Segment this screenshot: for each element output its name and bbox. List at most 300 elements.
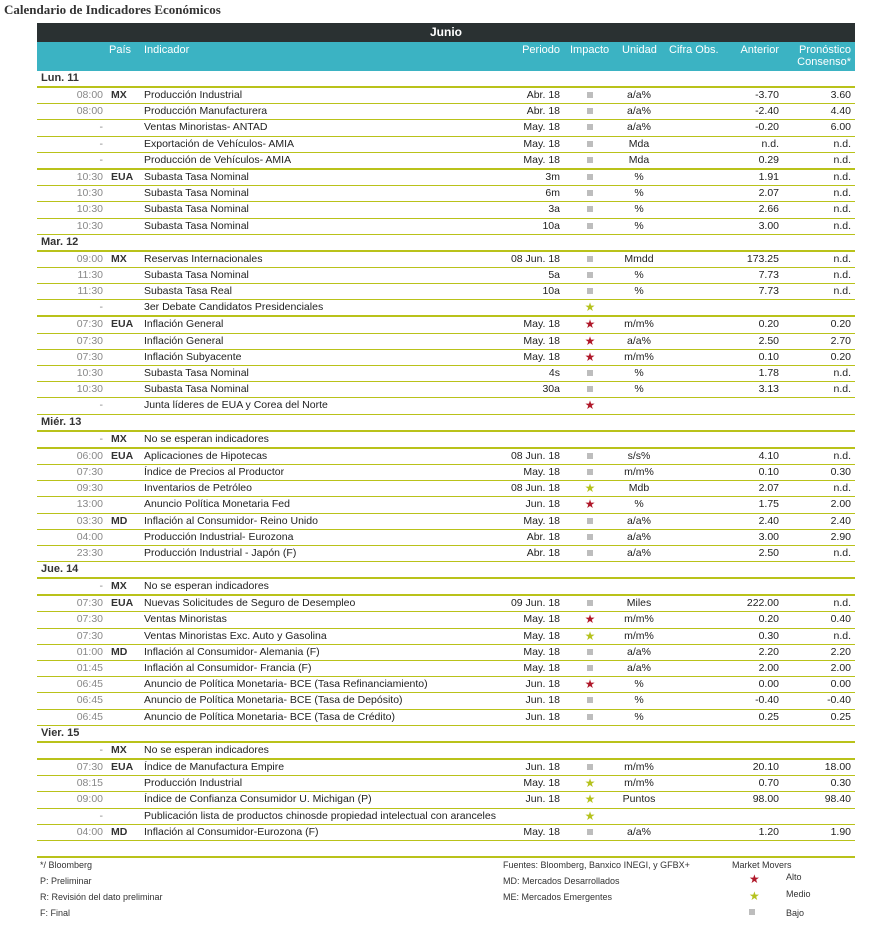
cell-unit: %: [634, 694, 644, 707]
cell-period: May. 18: [523, 137, 560, 150]
cell-anterior: 1.78: [758, 367, 779, 379]
star-icon: ★: [749, 872, 760, 886]
cell-period: 30a: [542, 383, 560, 396]
cell-impacto: [575, 382, 605, 397]
day-header: Jue. 14: [37, 562, 855, 579]
table-row: [37, 252, 855, 268]
cell-period: 3m: [545, 170, 560, 183]
square-icon: [587, 141, 593, 147]
cell-unit: m/m%: [624, 318, 654, 331]
cell-anterior: 0.29: [758, 153, 779, 166]
cell-pronostico: 18.00: [824, 760, 851, 773]
cell-unit: %: [634, 187, 644, 200]
cell-impacto: [575, 677, 605, 693]
cell-pronostico: 2.70: [830, 334, 851, 347]
table-row: [37, 465, 855, 481]
cell-unit: a/a%: [627, 825, 651, 838]
cell-unit: Mdb: [628, 482, 650, 495]
cell-time: 03:30: [76, 514, 103, 527]
cell-period: May. 18: [523, 645, 560, 658]
table-row: [37, 612, 855, 628]
cell-pronostico: n.d.: [833, 383, 851, 396]
square-icon: [587, 256, 593, 262]
table-row: [37, 776, 855, 792]
calendar-table: [37, 71, 855, 841]
square-icon: [587, 190, 593, 196]
table-row: [37, 202, 855, 218]
cell-unit: %: [634, 219, 644, 232]
cell-pronostico: 2.00: [830, 498, 851, 511]
cell-anterior: 2.50: [758, 334, 779, 347]
cell-indicator: Anuncio Política Monetaria Fed: [144, 498, 290, 511]
cell-impacto: [575, 153, 605, 168]
cell-period: Abr. 18: [526, 105, 560, 118]
cell-anterior: 98.00: [752, 793, 779, 806]
cell-anterior: 4.10: [758, 449, 779, 462]
legend-low: [749, 906, 805, 918]
square-icon: [587, 665, 593, 671]
cell-impacto: [575, 317, 605, 333]
cell-anterior: 20.10: [752, 760, 779, 773]
cell-anterior: 3.00: [758, 530, 779, 543]
square-icon: [587, 157, 593, 163]
square-icon: [749, 909, 755, 915]
cell-indicator: Anuncio de Política Monetaria- BCE (Tasa de Depósito): [144, 694, 403, 707]
square-icon: [587, 534, 593, 540]
cell-time: -: [99, 301, 103, 314]
cell-pronostico: 0.25: [830, 710, 851, 723]
cell-indicator: Nuevas Solicitudes de Seguro de Desempleo: [144, 597, 356, 610]
star-icon: ★: [584, 497, 596, 512]
star-icon: ★: [584, 677, 596, 692]
cell-time: 07:30: [76, 334, 103, 347]
square-icon: [587, 92, 593, 98]
square-icon: [587, 288, 593, 294]
cell-country: MD: [111, 825, 128, 838]
cell-pronostico: n.d.: [833, 170, 851, 183]
cell-country: EUA: [111, 760, 134, 773]
table-row: [37, 629, 855, 645]
table-row: [37, 300, 855, 317]
table-row: [37, 481, 855, 497]
table-row: [37, 366, 855, 382]
cell-anterior: 7.73: [758, 285, 779, 298]
market-movers-title: Market Movers: [732, 860, 792, 870]
cell-impacto: [575, 497, 605, 513]
cell-impacto: [575, 449, 605, 464]
cell-impacto: [575, 710, 605, 725]
cell-indicator: Inflación al Consumidor- Francia (F): [144, 662, 312, 674]
cell-time: 11:30: [77, 285, 103, 298]
cell-anterior: 2.40: [758, 514, 779, 527]
note-md: MD: Mercados Desarrollados: [503, 876, 620, 886]
cell-time: 08:15: [76, 777, 103, 790]
cell-time: 07:30: [76, 318, 103, 331]
cell-unit: a/a%: [627, 121, 651, 134]
col-impacto: Impacto: [570, 44, 610, 56]
cell-impacto: [575, 202, 605, 217]
table-row: [37, 645, 855, 661]
cell-anterior: 2.07: [758, 187, 779, 200]
legend-label: Medio: [786, 889, 811, 899]
star-icon: ★: [584, 628, 596, 643]
square-icon: [587, 518, 593, 524]
cell-anterior: -2.40: [755, 105, 779, 118]
cell-period: Jun. 18: [525, 498, 560, 511]
cell-unit: a/a%: [627, 662, 651, 674]
cell-period: May. 18: [523, 825, 560, 838]
cell-unit: a/a%: [627, 89, 651, 101]
cell-indicator: Inflación General: [144, 318, 224, 331]
page-title: Calendario de Indicadores Económicos: [4, 2, 221, 17]
cell-period: Jun. 18: [525, 678, 560, 691]
star-icon: ★: [584, 808, 596, 823]
cell-period: 10a: [542, 219, 560, 232]
cell-pronostico: n.d.: [833, 546, 851, 559]
cell-anterior: 2.20: [758, 645, 779, 658]
cell-period: 3a: [548, 203, 560, 216]
cell-unit: a/a%: [627, 546, 651, 559]
table-row: [37, 825, 855, 841]
table-row: [37, 398, 855, 414]
cell-pronostico: 0.40: [830, 613, 851, 626]
cell-indicator: Subasta Tasa Real: [144, 285, 232, 298]
cell-time: 09:30: [76, 482, 103, 495]
cell-impacto: [575, 645, 605, 660]
cell-indicator: Anuncio de Política Monetaria- BCE (Tasa Refinanciamiento): [144, 678, 428, 691]
cell-impacto: [575, 104, 605, 119]
cell-unit: a/a%: [627, 530, 651, 543]
cell-impacto: [575, 809, 605, 825]
cell-unit: %: [634, 203, 644, 216]
table-row: [37, 693, 855, 709]
cell-country: EUA: [111, 449, 134, 462]
cell-period: Abr. 18: [526, 89, 560, 101]
cell-period: May. 18: [523, 350, 560, 363]
cell-period: Abr. 18: [526, 530, 560, 543]
cell-pronostico: n.d.: [833, 219, 851, 232]
cell-indicator: Subasta Tasa Nominal: [144, 170, 249, 183]
cell-indicator: Producción Manufacturera: [144, 105, 268, 118]
cell-indicator: No se esperan indicadores: [144, 743, 269, 756]
cell-period: May. 18: [523, 629, 560, 642]
note-me: ME: Mercados Emergentes: [503, 892, 613, 902]
cell-time: 07:30: [76, 760, 103, 773]
table-row: [37, 104, 855, 120]
cell-period: May. 18: [523, 514, 560, 527]
cell-period: Jun. 18: [525, 793, 560, 806]
cell-period: Jun. 18: [525, 710, 560, 723]
cell-indicator: Subasta Tasa Nominal: [144, 367, 249, 379]
cell-anterior: 1.91: [758, 170, 779, 183]
cell-time: -: [99, 580, 103, 593]
cell-time: 11:30: [77, 268, 103, 281]
cell-pronostico: n.d.: [833, 137, 851, 150]
cell-impacto: [575, 252, 605, 267]
footer-rule: [37, 856, 855, 858]
cell-impacto: [575, 186, 605, 201]
cell-anterior: 2.07: [758, 482, 779, 495]
table-row: [37, 809, 855, 825]
cell-period: May. 18: [523, 153, 560, 166]
cell-indicator: Subasta Tasa Nominal: [144, 187, 249, 200]
cell-pronostico: 98.40: [824, 793, 851, 806]
table-row: [37, 710, 855, 726]
cell-indicator: Junta líderes de EUA y Corea del Norte: [144, 399, 328, 412]
day-header: Miér. 13: [37, 415, 855, 432]
cell-unit: %: [634, 678, 644, 691]
table-row: [37, 661, 855, 677]
table-row: [37, 284, 855, 300]
cell-pronostico: 6.00: [830, 121, 851, 134]
cell-period: May. 18: [523, 465, 560, 478]
col-indicador: Indicador: [144, 44, 190, 56]
cell-country: MD: [111, 645, 128, 658]
cell-indicator: Índice de Precios al Productor: [144, 465, 285, 478]
cell-indicator: Índice de Confianza Consumidor U. Michigan (P): [144, 793, 372, 806]
cell-impacto: [575, 170, 605, 185]
cell-anterior: n.d.: [761, 137, 779, 150]
table-row: [37, 268, 855, 284]
cell-anterior: 0.10: [758, 465, 779, 478]
cell-period: 5a: [548, 268, 560, 281]
cell-time: -: [99, 153, 103, 166]
cell-period: 08 Jun. 18: [510, 449, 560, 462]
cell-pronostico: 2.90: [830, 530, 851, 543]
col-anterior: Anterior: [740, 44, 779, 56]
cell-anterior: -3.70: [755, 89, 779, 101]
cell-time: 09:00: [76, 793, 103, 806]
cell-time: -: [99, 121, 103, 134]
table-row: [37, 219, 855, 235]
cell-anterior: 2.00: [758, 662, 779, 674]
cell-period: 08 Jun. 18: [510, 252, 560, 265]
cell-anterior: 3.00: [758, 219, 779, 232]
table-row: [37, 792, 855, 808]
col-cifra-obs: Cifra Obs.: [669, 44, 719, 56]
cell-unit: Mda: [628, 153, 650, 166]
star-icon: ★: [584, 300, 596, 315]
table-row: [37, 382, 855, 398]
cell-unit: %: [634, 710, 644, 723]
cell-pronostico: 4.40: [830, 105, 851, 118]
cell-indicator: Inflación al Consumidor- Reino Unido: [144, 514, 318, 527]
table-row: [37, 760, 855, 776]
cell-indicator: No se esperan indicadores: [144, 432, 269, 445]
cell-pronostico: n.d.: [833, 449, 851, 462]
cell-indicator: Producción de Vehículos- AMIA: [144, 153, 292, 166]
cell-time: 08:00: [76, 105, 103, 118]
cell-indicator: Ventas Minoristas: [144, 613, 227, 626]
note-preliminar: P: Preliminar: [40, 876, 92, 886]
cell-anterior: 0.20: [758, 613, 779, 626]
cell-unit: m/m%: [624, 629, 654, 642]
table-row: [37, 449, 855, 465]
square-icon: [587, 453, 593, 459]
table-row: [37, 120, 855, 136]
cell-indicator: Inflación al Consumidor- Alemania (F): [144, 645, 320, 658]
cell-period: 10a: [542, 285, 560, 298]
cell-time: 06:45: [76, 710, 103, 723]
cell-time: -: [99, 809, 103, 822]
cell-anterior: 2.66: [758, 203, 779, 216]
cell-pronostico: n.d.: [833, 597, 851, 610]
cell-period: May. 18: [523, 318, 560, 331]
square-icon: [587, 108, 593, 114]
cell-pronostico: 2.00: [830, 662, 851, 674]
cell-pronostico: 2.20: [830, 645, 851, 658]
day-header: Mar. 12: [37, 235, 855, 252]
star-icon: ★: [584, 792, 596, 807]
table-row: [37, 317, 855, 333]
cell-pronostico: n.d.: [833, 367, 851, 379]
cell-impacto: [575, 530, 605, 545]
cell-indicator: Subasta Tasa Nominal: [144, 268, 249, 281]
cell-time: 10:30: [76, 219, 103, 232]
cell-time: 10:30: [76, 367, 103, 379]
cell-pronostico: n.d.: [833, 203, 851, 216]
star-icon: ★: [584, 398, 596, 413]
square-icon: [587, 714, 593, 720]
cell-impacto: [575, 465, 605, 480]
cell-indicator: No se esperan indicadores: [144, 580, 269, 593]
cell-unit: %: [634, 268, 644, 281]
cell-unit: m/m%: [624, 465, 654, 478]
cell-impacto: [575, 300, 605, 316]
cell-country: MX: [111, 432, 127, 445]
cell-period: May. 18: [523, 613, 560, 626]
table-row: [37, 350, 855, 366]
cell-time: 10:30: [76, 203, 103, 216]
cell-impacto: [575, 760, 605, 775]
cell-pronostico: 3.60: [830, 89, 851, 101]
square-icon: [587, 386, 593, 392]
cell-period: May. 18: [523, 121, 560, 134]
cell-pronostico: n.d.: [833, 285, 851, 298]
star-icon: ★: [584, 612, 596, 627]
square-icon: [587, 223, 593, 229]
cell-impacto: [575, 398, 605, 414]
legend-label: Alto: [786, 872, 802, 882]
cell-time: 07:30: [76, 629, 103, 642]
cell-impacto: [575, 350, 605, 366]
cell-impacto: [575, 776, 605, 792]
cell-impacto: [575, 792, 605, 808]
cell-unit: Miles: [626, 597, 652, 610]
table-row: [37, 137, 855, 153]
day-header: Lun. 11: [37, 71, 855, 88]
cell-unit: %: [634, 367, 644, 379]
cell-indicator: Exportación de Vehículos- AMIA: [144, 137, 294, 150]
cell-time: 07:30: [76, 597, 103, 610]
cell-time: 23:30: [76, 546, 103, 559]
cell-unit: m/m%: [624, 777, 654, 790]
star-icon: ★: [749, 889, 760, 903]
table-row: [37, 153, 855, 170]
cell-time: 06:00: [76, 449, 103, 462]
cell-impacto: [575, 546, 605, 561]
table-row: [37, 546, 855, 562]
square-icon: [587, 124, 593, 130]
cell-indicator: Inflación al Consumidor-Eurozona (F): [144, 825, 319, 838]
cell-pronostico: n.d.: [833, 187, 851, 200]
cell-unit: %: [634, 383, 644, 396]
cell-anterior: 3.13: [758, 383, 779, 396]
cell-period: 08 Jun. 18: [510, 482, 560, 495]
cell-impacto: [575, 284, 605, 299]
cell-pronostico: -0.40: [827, 694, 851, 707]
cell-impacto: [575, 334, 605, 350]
table-row: [37, 170, 855, 186]
cell-time: 01:00: [76, 645, 103, 658]
cell-unit: m/m%: [624, 613, 654, 626]
cell-pronostico: 0.20: [830, 350, 851, 363]
table-row: [37, 497, 855, 513]
cell-pronostico: n.d.: [833, 153, 851, 166]
cell-indicator: Inflación Subyacente: [144, 350, 242, 363]
table-row: [37, 432, 855, 449]
cell-unit: a/a%: [627, 334, 651, 347]
square-icon: [587, 764, 593, 770]
col-consenso: Consenso*: [797, 56, 851, 68]
cell-unit: a/a%: [627, 105, 651, 118]
cell-period: Jun. 18: [525, 760, 560, 773]
cell-indicator: Producción Industrial: [144, 777, 243, 790]
cell-time: 10:30: [76, 170, 103, 183]
cell-period: May. 18: [523, 662, 560, 674]
cell-unit: Puntos: [622, 793, 656, 806]
cell-pronostico: 0.30: [830, 465, 851, 478]
cell-country: MD: [111, 514, 128, 527]
cell-time: 07:30: [76, 465, 103, 478]
cell-time: 10:30: [76, 187, 103, 200]
cell-unit: a/a%: [627, 645, 651, 658]
cell-time: 04:00: [76, 825, 103, 838]
cell-indicator: Producción Industrial - Japón (F): [144, 546, 297, 559]
table-header: [37, 42, 855, 71]
cell-anterior: 7.73: [758, 268, 779, 281]
cell-time: 06:45: [76, 678, 103, 691]
cell-period: Jun. 18: [525, 694, 560, 707]
col-pais: País: [109, 44, 132, 56]
square-icon: [587, 829, 593, 835]
legend-medium: [749, 889, 811, 903]
cell-anterior: 173.25: [746, 252, 779, 265]
cell-time: 10:30: [76, 383, 103, 396]
cell-anterior: 222.00: [746, 597, 779, 610]
cell-indicator: Inventarios de Petróleo: [144, 482, 252, 495]
cell-impacto: [575, 366, 605, 381]
cell-anterior: 0.10: [758, 350, 779, 363]
cell-impacto: [575, 219, 605, 234]
cell-anterior: 0.70: [758, 777, 779, 790]
cell-impacto: [575, 629, 605, 645]
cell-country: EUA: [111, 170, 134, 183]
month-bar: Junio: [37, 23, 855, 42]
cell-time: 07:30: [76, 613, 103, 626]
cell-time: -: [99, 432, 103, 445]
cell-country: MX: [111, 580, 127, 593]
square-icon: [587, 206, 593, 212]
table-row: [37, 579, 855, 596]
cell-period: Abr. 18: [526, 546, 560, 559]
cell-pronostico: n.d.: [833, 482, 851, 495]
cell-unit: %: [634, 285, 644, 298]
cell-period: 6m: [545, 187, 560, 200]
cell-indicator: Aplicaciones de Hipotecas: [144, 449, 268, 462]
cell-indicator: Ventas Minoristas Exc. Auto y Gasolina: [144, 629, 327, 642]
cell-unit: m/m%: [624, 350, 654, 363]
